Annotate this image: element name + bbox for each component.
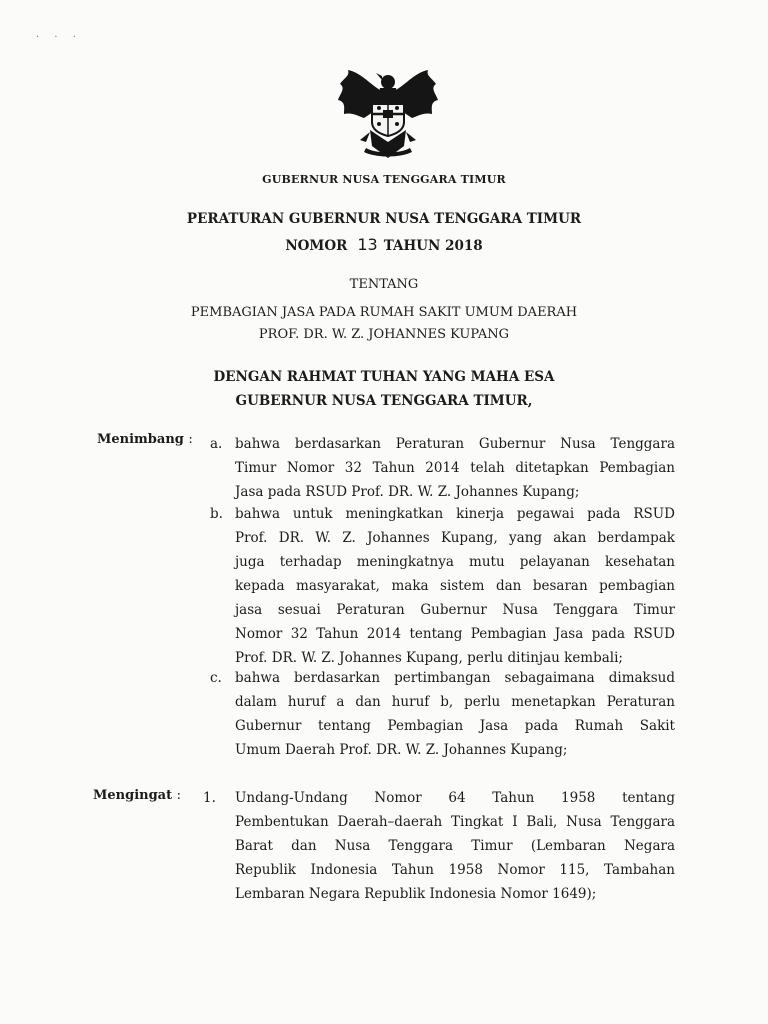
text-line: Nomor 32 Tahun 2014 tentang Pembagian Jasa pada RSUD (235, 626, 675, 642)
text-line: Jasa pada RSUD Prof. DR. W. Z. Johannes Kupang; (235, 484, 580, 500)
issuing-office: GUBERNUR NUSA TENGGARA TIMUR (262, 173, 506, 186)
text-line: Undang-Undang Nomor 64 Tahun 1958 tentang (235, 790, 675, 806)
text-line: Pembentukan Daerah–daerah Tingkat I Bali, Nusa Tenggara (235, 814, 675, 830)
text-line: Lembaran Negara Republik Indonesia Nomor 1649); (235, 886, 597, 902)
menimbang-item-c (235, 666, 675, 762)
text-line: Barat dan Nusa Tenggara Timur (Lembaran Negara (235, 838, 675, 854)
text-line: Timur Nomor 32 Tahun 2014 telah ditetapkan Pembagian (235, 460, 675, 476)
text-line: Prof. DR. W. Z. Johannes Kupang, yang akan berdampak (235, 530, 675, 546)
menimbang-marker-a: a. (210, 436, 223, 452)
regulation-number: 13 (357, 235, 378, 254)
text-line: juga terhadap meningkatnya mutu pelayanan kesehatan (235, 554, 675, 570)
mengingat-item-1 (235, 786, 675, 906)
menimbang-label (97, 432, 193, 447)
subject-line-2: PROF. DR. W. Z. JOHANNES KUPANG (258, 327, 510, 342)
menimbang-colon: : (188, 432, 193, 447)
subject-line-1: PEMBAGIAN JASA PADA RUMAH SAKIT UMUM DAERAH (190, 305, 578, 320)
menimbang-marker-b: b. (210, 506, 223, 522)
mengingat-label (93, 788, 181, 803)
regulation-number-line (0, 235, 768, 254)
blessing-line-2: GUBERNUR NUSA TENGGARA TIMUR, (235, 393, 533, 409)
text-line: jasa sesuai Peraturan Gubernur Nusa Tenggara Timur (235, 602, 675, 618)
garuda-emblem-icon (330, 66, 446, 166)
text-line: Umum Daerah Prof. DR. W. Z. Johannes Kupang; (235, 742, 568, 758)
menimbang-item-a (235, 432, 675, 504)
regulation-year: TAHUN 2018 (383, 238, 483, 254)
mengingat-colon: : (176, 788, 182, 803)
regulation-title: PERATURAN GUBERNUR NUSA TENGGARA TIMUR (186, 211, 582, 227)
mengingat-marker-1: 1. (203, 790, 216, 806)
number-prefix: NOMOR (285, 238, 348, 254)
menimbang-label-text: Menimbang (97, 432, 184, 447)
text-line: Prof. DR. W. Z. Johannes Kupang, perlu ditinjau kembali; (235, 650, 623, 666)
scan-specks: · · · (36, 32, 82, 43)
menimbang-item-b (235, 502, 675, 670)
about-heading: TENTANG (349, 277, 419, 292)
text-line: Gubernur tentang Pembagian Jasa pada Rumah Sakit (235, 718, 675, 734)
text-line: bahwa berdasarkan pertimbangan sebagaimana dimaksud (235, 670, 675, 686)
blessing-line-1: DENGAN RAHMAT TUHAN YANG MAHA ESA (213, 369, 555, 385)
text-line: bahwa berdasarkan Peraturan Gubernur Nusa Tenggara (235, 436, 675, 452)
mengingat-label-text: Mengingat (93, 788, 173, 803)
text-line: kepada masyarakat, maka sistem dan besaran pembagian (235, 578, 675, 594)
text-line: dalam huruf a dan huruf b, perlu menetapkan Peraturan (235, 694, 675, 710)
menimbang-marker-c: c. (210, 670, 222, 686)
text-line: bahwa untuk meningkatkan kinerja pegawai pada RSUD (235, 506, 675, 522)
text-line: Republik Indonesia Tahun 1958 Nomor 115, Tambahan (235, 862, 675, 878)
